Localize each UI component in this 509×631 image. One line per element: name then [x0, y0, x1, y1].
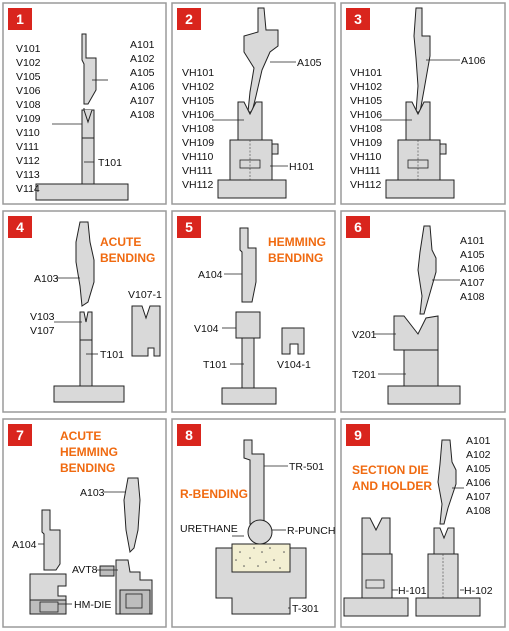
panel-8-title: R-BENDING [180, 487, 248, 501]
label-t101: T101 [203, 359, 227, 371]
label-vh105: VH105 [182, 95, 215, 107]
label-vh110: VH110 [182, 151, 214, 163]
label-urethane: URETHANE [180, 523, 238, 535]
panel-9-punch [438, 440, 456, 524]
label-vh109: VH109 [182, 137, 215, 149]
panel-6-holder [404, 350, 438, 386]
label-a108: A108 [466, 505, 491, 517]
panel-5-number: 5 [185, 219, 193, 235]
panel-7-punch-a103 [124, 478, 140, 552]
label-a106: A106 [460, 263, 485, 275]
panel-1-number: 1 [16, 11, 24, 27]
label-a101: A101 [460, 235, 485, 247]
label-h-101: H-101 [398, 585, 427, 597]
panel-3-base [386, 180, 454, 198]
panel-7-labels [12, 487, 111, 611]
label-t101: T101 [98, 157, 122, 169]
label-a106: A106 [466, 477, 491, 489]
panel-6-punch [418, 226, 436, 314]
label-a107: A107 [130, 95, 155, 107]
label-a101: A101 [466, 435, 491, 447]
label-vh108: VH108 [182, 123, 215, 135]
label-vh112: VH112 [350, 179, 382, 191]
panel-6-number: 6 [354, 219, 362, 235]
label-vh110: VH110 [350, 151, 382, 163]
panel-4-base [54, 386, 124, 402]
panel-5 [177, 216, 326, 404]
label-v109: V109 [16, 113, 41, 125]
panel-2-number: 2 [185, 11, 193, 27]
label-v114: V114 [16, 183, 40, 195]
label-v108: V108 [16, 99, 41, 111]
label-a102: A102 [466, 449, 491, 461]
label-h-102: H-102 [464, 585, 493, 597]
panel-7-title-line-3: BENDING [60, 461, 116, 475]
label-vh112: VH112 [182, 179, 214, 191]
panel-4-die [80, 312, 92, 340]
panel-4-number: 4 [16, 219, 24, 235]
panel-2 [177, 8, 322, 198]
panel-7-title-line-1: ACUTE [60, 429, 102, 443]
label-h101: H101 [289, 161, 315, 173]
label-a108: A108 [130, 109, 155, 121]
panel-2-goose-punch [244, 8, 278, 112]
label-a105: A105 [297, 57, 322, 69]
label-v104: V104 [194, 323, 219, 335]
label-a105: A105 [460, 249, 485, 261]
label-a106: A106 [461, 55, 486, 67]
label-v107-1: V107-1 [128, 289, 162, 301]
label-vh101: VH101 [350, 67, 383, 79]
panel-4 [8, 216, 162, 402]
label-a105: A105 [130, 67, 155, 79]
panel-5-base [222, 388, 276, 404]
label-a103: A103 [80, 487, 105, 499]
label-avt8: AVT8 [72, 564, 98, 576]
panel-8-r-punch [248, 520, 272, 544]
panel-5-punch [240, 228, 256, 302]
label-vh111: VH111 [182, 165, 213, 177]
label-a105: A105 [466, 463, 491, 475]
label-vh102: VH102 [350, 81, 383, 93]
panel-8-number: 8 [185, 427, 193, 443]
panel-1 [8, 8, 155, 200]
panel-8 [177, 424, 335, 615]
panel-9-title-line-2: AND HOLDER [352, 479, 432, 493]
panel-9 [344, 424, 493, 616]
label-a101: A101 [130, 39, 155, 51]
label-vh108: VH108 [350, 123, 383, 135]
label-a107: A107 [466, 491, 491, 503]
panel-8-urethane [232, 544, 290, 572]
label-v103: V103 [30, 311, 55, 323]
label-vh106: VH106 [350, 109, 383, 121]
label-r-punch: R-PUNCH [287, 525, 336, 537]
label-v106: V106 [16, 85, 41, 97]
panel-9-title-line-1: SECTION DIE [352, 463, 429, 477]
panel-1-punch [82, 34, 96, 104]
panel-5-die-v104-1 [282, 328, 304, 354]
panel-4-title-line-2: BENDING [100, 251, 156, 265]
panel-4-acute-punch [76, 222, 94, 306]
panel-3 [346, 8, 486, 198]
panel-5-hemming-die [236, 312, 260, 338]
panel-2-base [218, 180, 286, 198]
panel-8-punch-tr501 [244, 440, 264, 524]
panel-7-punch-a104 [42, 510, 60, 570]
panel-4-die-v107-1 [132, 306, 160, 356]
panel-4-title-line-1: ACUTE [100, 235, 142, 249]
label-vh106: VH106 [182, 109, 215, 121]
label-v104-1: V104-1 [277, 359, 311, 371]
label-v111: V111 [16, 141, 39, 153]
label-v102: V102 [16, 57, 41, 69]
panel-6 [346, 216, 485, 404]
panel-3-number: 3 [354, 11, 362, 27]
panel-7 [8, 424, 152, 614]
label-vh109: VH109 [350, 137, 383, 149]
panel-7-number: 7 [16, 427, 24, 443]
label-v107: V107 [30, 325, 55, 337]
panel-9-section-die-right [434, 528, 454, 554]
label-a108: A108 [460, 291, 485, 303]
panel-6-v-die [394, 316, 438, 350]
label-t201: T201 [352, 369, 376, 381]
label-vh101: VH101 [182, 67, 215, 79]
label-v101: V101 [16, 43, 41, 55]
label-t-301: T-301 [292, 603, 319, 615]
label-v110: V110 [16, 127, 40, 139]
panel-5-title-line-2: BENDING [268, 251, 324, 265]
label-vh111: VH111 [350, 165, 381, 177]
panel-1-base [36, 184, 128, 200]
panel-9-section-die-left [362, 518, 390, 554]
panel-9-number: 9 [354, 427, 362, 443]
label-hm-die: HM-DIE [74, 599, 112, 611]
label-a102: A102 [130, 53, 155, 65]
label-vh105: VH105 [350, 95, 383, 107]
panel-6-base [388, 386, 460, 404]
label-tr-501: TR-501 [289, 461, 325, 473]
label-a104: A104 [12, 539, 37, 551]
label-a104: A104 [198, 269, 223, 281]
label-v112: V112 [16, 155, 40, 167]
label-t101: T101 [100, 349, 124, 361]
label-a103: A103 [34, 273, 59, 285]
label-v105: V105 [16, 71, 41, 83]
panel-9-holder-h101 [362, 554, 392, 598]
panel-5-title-line-1: HEMMING [268, 235, 326, 249]
label-v201: V201 [352, 329, 377, 341]
label-vh102: VH102 [182, 81, 215, 93]
label-v113: V113 [16, 169, 40, 181]
label-a106: A106 [130, 81, 155, 93]
panel-7-title-line-2: HEMMING [60, 445, 118, 459]
label-a107: A107 [460, 277, 485, 289]
